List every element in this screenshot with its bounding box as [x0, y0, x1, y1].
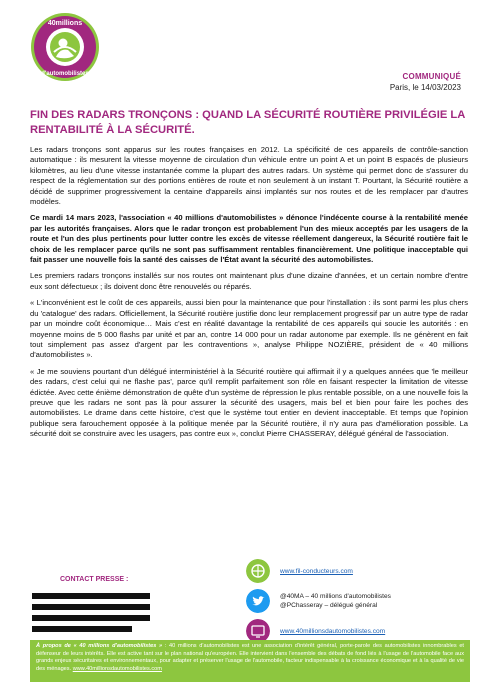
footer-link[interactable]: www.40millionsdautomobilistes.com: [72, 665, 162, 672]
twitter-handle-40ma[interactable]: @40MA – 40 millions d'automobilistes: [280, 593, 391, 600]
page-title: FIN DES RADARS TRONÇONS : QUAND LA SÉCURITÉ ROUTIÈRE PRIVILÉGIE LA RENTABILITÉ À LA SÉCURITÉ.: [30, 109, 465, 136]
dateline: Paris, le 14/03/2023: [389, 83, 461, 92]
contact-label: CONTACT PRESSE :: [60, 576, 129, 583]
footer-text: : 40 millions d'automobilistes est une association d'intérêt général, porte-parole des automobilistes innombrables et défenseur de leurs intérêts. Elle est active tant sur le plan national qu'européen. Elle intervient dans l'ensemble des débats de fond liés à l'usage de l'automobile face aux grands enjeux sécuritaires et environnementaux, pour adapter et préserver l'usage de l'automobile, facteur indispensable à la croissance économique et à la qualité de vie des ménages.: [36, 643, 464, 672]
paragraph-intro: Les radars tronçons sont apparus sur les routes françaises en 2012. La spécificité de ces appareils de contrôle-sanction automatique : ils mesurent la vitesse moyenne de circulation d'un véhicule entre un point A et un point B espacés de plusieurs kilomètres, au lieu d'une vitesse instantanée comme la plupart des autres radars. Un système qui permet donc de s'assurer du respect de la réglementation sur des portions entières de route et non seulement à un instant T. Pourtant, la Sécurité routière a décidé de supprimer progressivement la centaine d'appareils ainsi implantés sur nos routes et de les remplacer par d'autres modèles.: [30, 145, 468, 207]
about-footer: [30, 640, 470, 682]
contact-redacted-line: [32, 615, 150, 621]
logo-text-top: 40millions: [47, 20, 83, 27]
twitter-handle-chasseray[interactable]: @PChasseray – délégué général: [280, 602, 378, 609]
paragraph-context: Les premiers radars tronçons installés sur nos routes ont maintenant plus d'une dizaine d'années, et un certain nombre d'entre eux sont défectueux ; ils doivent donc être renouvelés ou réparés.: [30, 271, 468, 291]
logo-icon: [30, 12, 100, 82]
paragraph-quote-delegate: « Je me souviens pourtant d'un délégué interministériel à la Sécurité routière qui affirmait il y a quelques années que 'le meilleur des radars, c'est celui qui ne flashe pas', parce qu'il remplit parfaitement son rôle en faisant respecter la limitation de vitesse édictée. Avec cette énième démonstration de quête d'un système de répression le plus rentable possible, on a une nouvelle fois la preuve que les radars ne sont pas là pour assurer la sécurité des usagers, mais bel et bien pour faire les poches des automobilistes. Le drame dans cette histoire, c'est que le système tout entier en devient inacceptable. Et temps que l'opinion publique sera farouchement opposée à la politique menée par la Sécurité routière, il n'y aura pas d'amélioration possible. La sécurité doit se construire avec les usagers, pas contre eux », conclut Pierre CHASSERAY, délégué général de l'association.: [30, 366, 468, 439]
paragraph-announcement: Ce mardi 14 mars 2023, l'association « 40 millions d'automobilistes » dénonce l'indécente course à la rentabilité menée par les autorités françaises. Alors que le radar tronçon est probablement l'un des mieux acceptés par les usagers de la route et l'un des plus pertinents pour lutter contre les excès de vitesse réellement dangereux, la Sécurité routière fait le choix de les remplacer parce qu'ils ne sont pas suffisamment rentables financièrement. Une politique inacceptable qui fait passer une nouvelle fois la santé des caisses de l'État avant la sécurité des automobilistes.: [30, 213, 468, 265]
globe-icon: [246, 559, 270, 583]
social-row-twitter: [246, 589, 391, 613]
contact-redacted-line: [32, 593, 150, 599]
social-row-website-1: [246, 559, 353, 583]
logo-text-bottom: d'automobilistes: [41, 71, 89, 77]
communique-label: COMMUNIQUÉ: [402, 72, 461, 81]
website-link-2[interactable]: www.40millionsdautomobilistes.com: [280, 627, 386, 635]
footer-lead: À propos de « 40 millions d'automobilistes »: [36, 643, 163, 649]
body-text: [30, 145, 468, 446]
twitter-handles: [280, 592, 391, 610]
paragraph-quote-president: « L'inconvénient est le coût de ces appareils, aussi bien pour la maintenance que pour l'installation : ils sont parmi les plus chers du 'catalogue' des radars. Officiellement, la Sécurité routière justifie donc leur remplacement progressif par un autre type de radar par un moindre coût économique… Mais c'est en réalité davantage la rentabilité de ces appareils qui soucie les autorités : en moyenne moins de 5 000 flashs par unité et par an, contre 14 000 pour un radar autonome par exemple. Ils ne génèrent en fait tout simplement pas assez d'argent par les contraventions », analyse Philippe NOZIÈRE, président de « 40 millions d'automobilistes ».: [30, 298, 468, 360]
header-block: [390, 72, 461, 92]
website-link-1[interactable]: www.fil-conducteurs.com: [280, 567, 353, 575]
contact-redacted-line: [32, 626, 132, 632]
contact-redacted-line: [32, 604, 150, 610]
twitter-icon: [246, 589, 270, 613]
